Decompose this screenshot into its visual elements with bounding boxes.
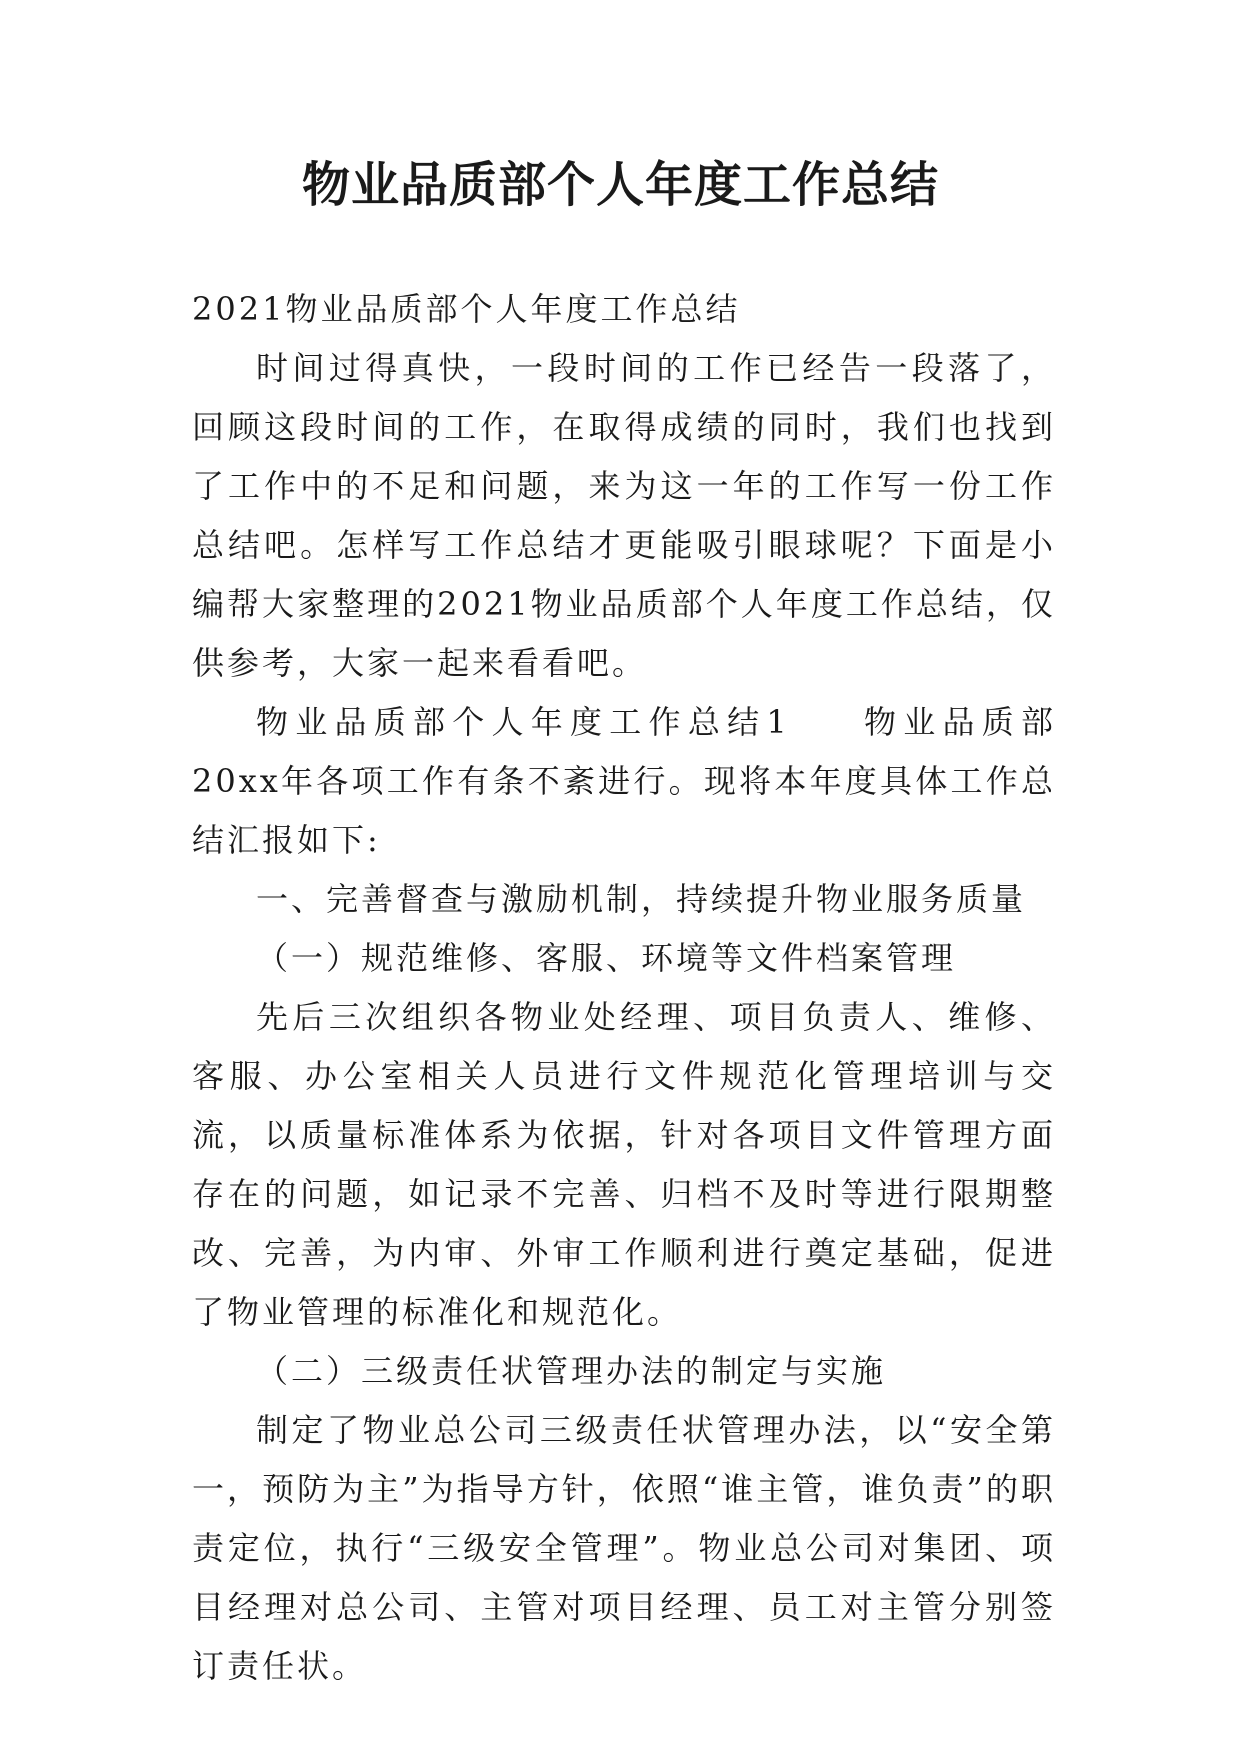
subsection-heading-2: （二）三级责任状管理办法的制定与实施 [256, 1352, 887, 1390]
subsection-1-paragraph: 先后三次组织各物业处经理、项目负责人、维修、客服、办公室相关人员进行文件规范化管理培训与交流，以质量标准体系为依据，针对各项目文件管理方面存在的问题，如记录不完善、归档不及时等进行限期整改、完善，为内审、外审工作顺利进行奠定基础，促进了物业管理的标准化和规范化。 [192, 998, 1056, 1331]
document-title: 物业品质部个人年度工作总结 [301, 157, 939, 213]
section-heading-1: 一、完善督查与激励机制，持续提升物业服务质量 [256, 880, 1027, 918]
subsection-heading-1: （一）规范维修、客服、环境等文件档案管理 [256, 939, 957, 977]
subtitle-line: 2021物业品质部个人年度工作总结 [192, 290, 741, 328]
document-body [192, 280, 1056, 1696]
intro-paragraph: 时间过得真快，一段时间的工作已经告一段落了，回顾这段时间的工作，在取得成绩的同时，我们也找到了工作中的不足和问题，来为这一年的工作写一份工作总结吧。怎样写工作总结才更能吸引眼球呢？下面是小编帮大家整理的2021物业品质部个人年度工作总结，仅供参考，大家一起来看看吧。 [192, 349, 1056, 682]
subsection-2-paragraph: 制定了物业总公司三级责任状管理办法，以“安全第一，预防为主”为指导方针，依照“谁主管，谁负责”的职责定位，执行“三级安全管理”。物业总公司对集团、项目经理对总公司、主管对项目经理、员工对主管分别签订责任状。 [192, 1411, 1056, 1685]
summary-heading: 物业品质部个人年度工作总结1 [256, 703, 790, 741]
summary-paragraph [192, 693, 1056, 870]
summary-lead: 物业品质部20xx年各项工作有条不紊进行。现将本年度具体工作总结汇报如下: [192, 703, 1056, 859]
